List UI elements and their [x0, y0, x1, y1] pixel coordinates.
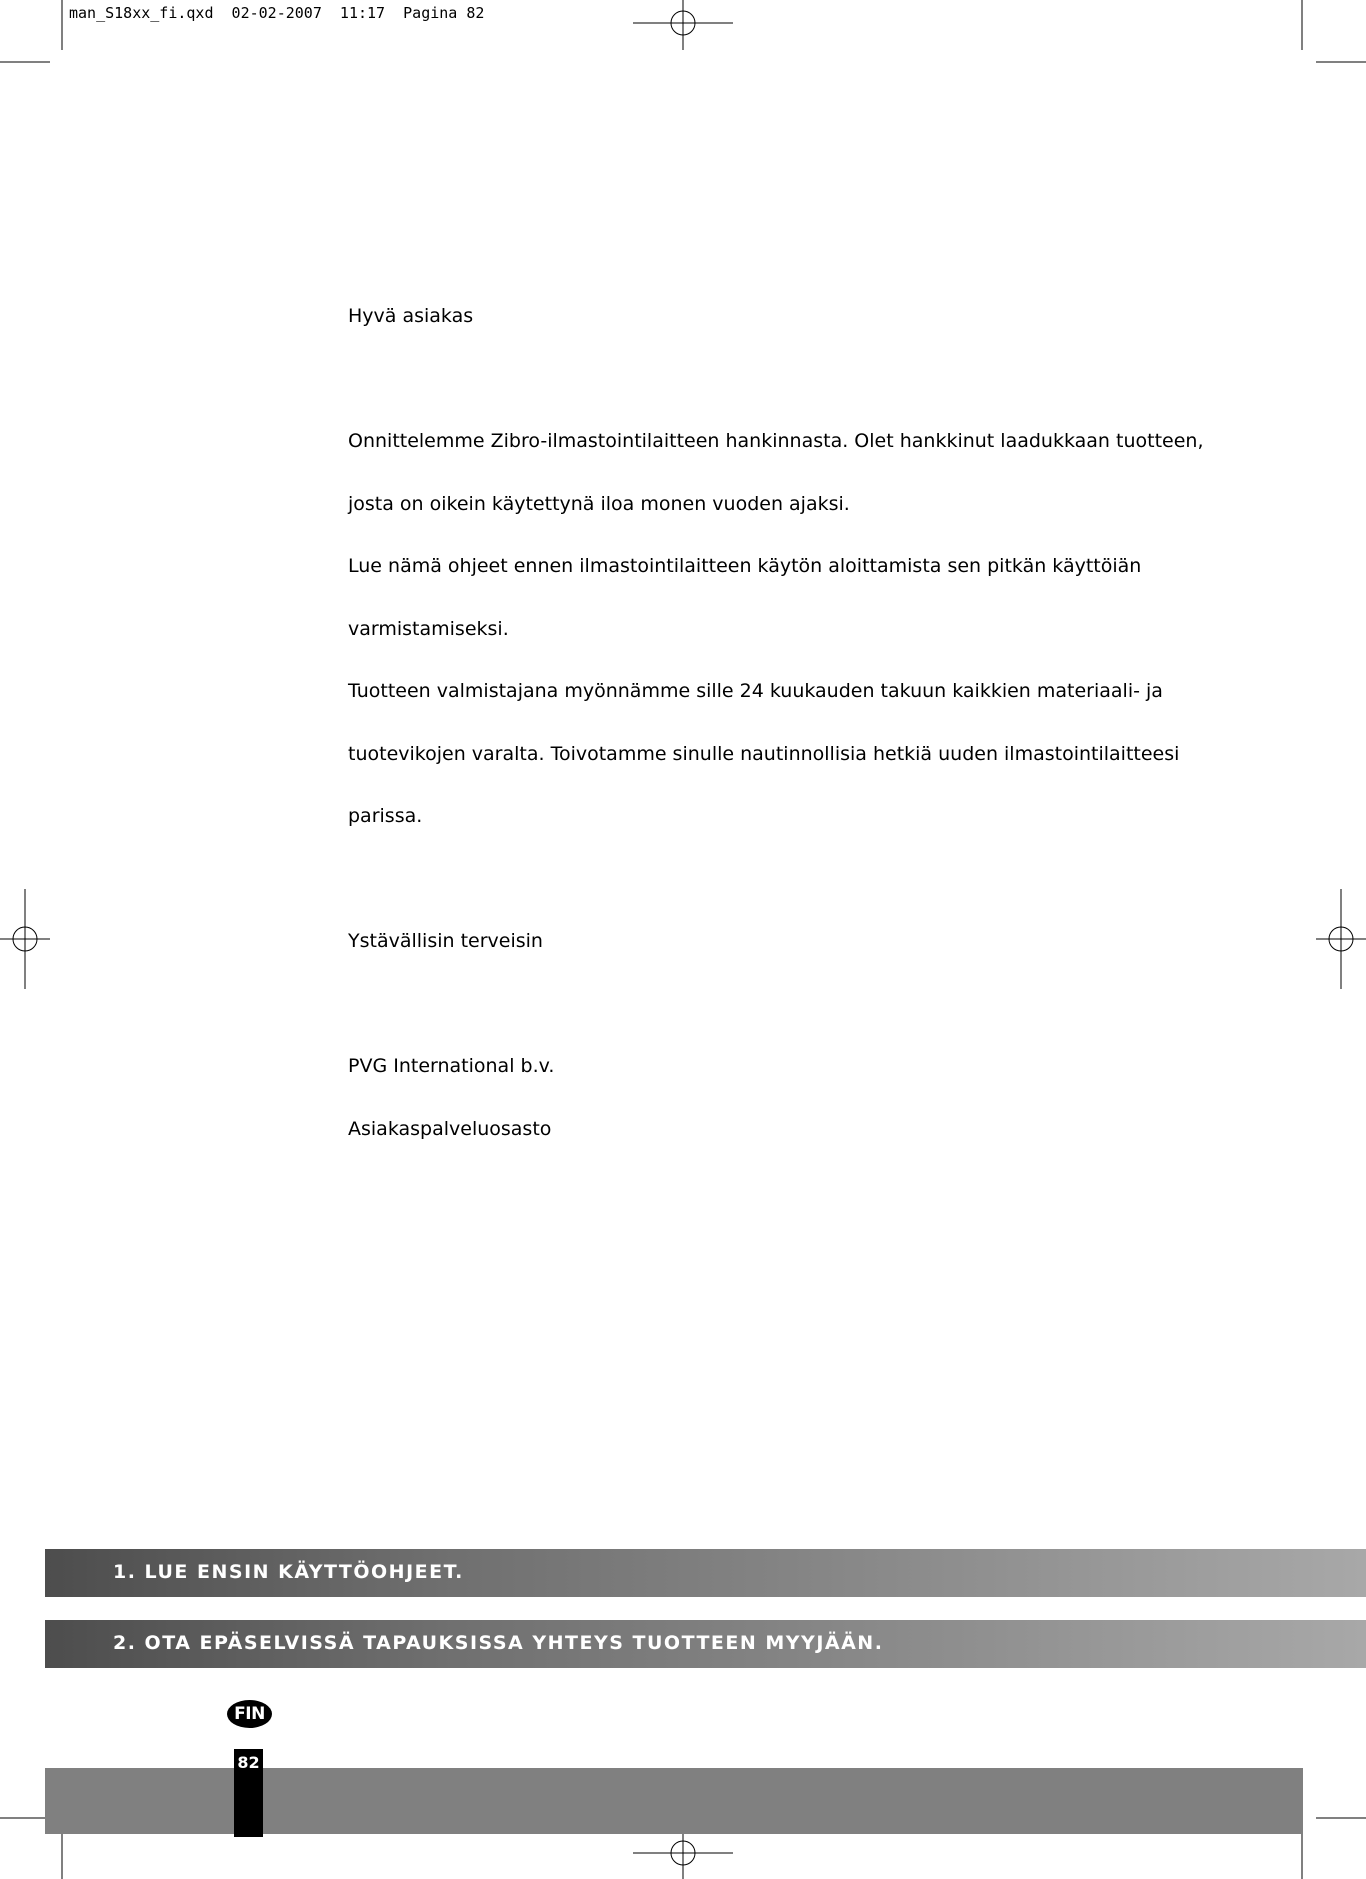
registration-mark-top — [633, 0, 733, 50]
language-badge: FIN — [227, 1700, 272, 1728]
page-number: 82 — [237, 1753, 260, 1772]
instruction-banner-2 — [45, 1620, 1366, 1668]
letter-line: parissa. — [348, 805, 423, 827]
letter-line: tuotevikojen varalta. Toivotamme sinulle nautinnollisia hetkiä uuden ilmastointilaitteesi — [348, 743, 1180, 765]
closing: Ystävällisin terveisin — [348, 930, 543, 952]
print-slug: man_S18xx_fi.qxd 02-02-2007 11:17 Pagina 82 — [69, 4, 485, 22]
letter-line: Tuotteen valmistajana myönnämme sille 24 kuukauden takuun kaikkien materiaali- ja — [348, 680, 1163, 702]
page-number-tab — [234, 1749, 263, 1837]
instruction-banner-text: 1. LUE ENSIN KÄYTTÖOHJEET. — [113, 1561, 464, 1583]
registration-mark-right — [1316, 889, 1366, 989]
department-name: Asiakaspalveluosasto — [348, 1118, 552, 1140]
company-name: PVG International b.v. — [348, 1055, 555, 1077]
instruction-banner-1 — [45, 1549, 1366, 1597]
salutation: Hyvä asiakas — [348, 305, 474, 327]
registration-mark-left — [0, 889, 50, 989]
registration-mark-bottom — [633, 1828, 733, 1879]
instruction-banner-text: 2. OTA EPÄSELVISSÄ TAPAUKSISSA YHTEYS TUOTTEEN MYYJÄÄN. — [113, 1632, 884, 1654]
letter-line: josta on oikein käytettynä iloa monen vuoden ajaksi. — [348, 493, 850, 515]
letter-line: Onnittelemme Zibro-ilmastointilaitteen hankinnasta. Olet hankkinut laadukkaan tuotteen, — [348, 430, 1204, 452]
letter-line: Lue nämä ohjeet ennen ilmastointilaitteen käytön aloittamista sen pitkän käyttöiän — [348, 555, 1142, 577]
letter-line: varmistamiseksi. — [348, 618, 509, 640]
